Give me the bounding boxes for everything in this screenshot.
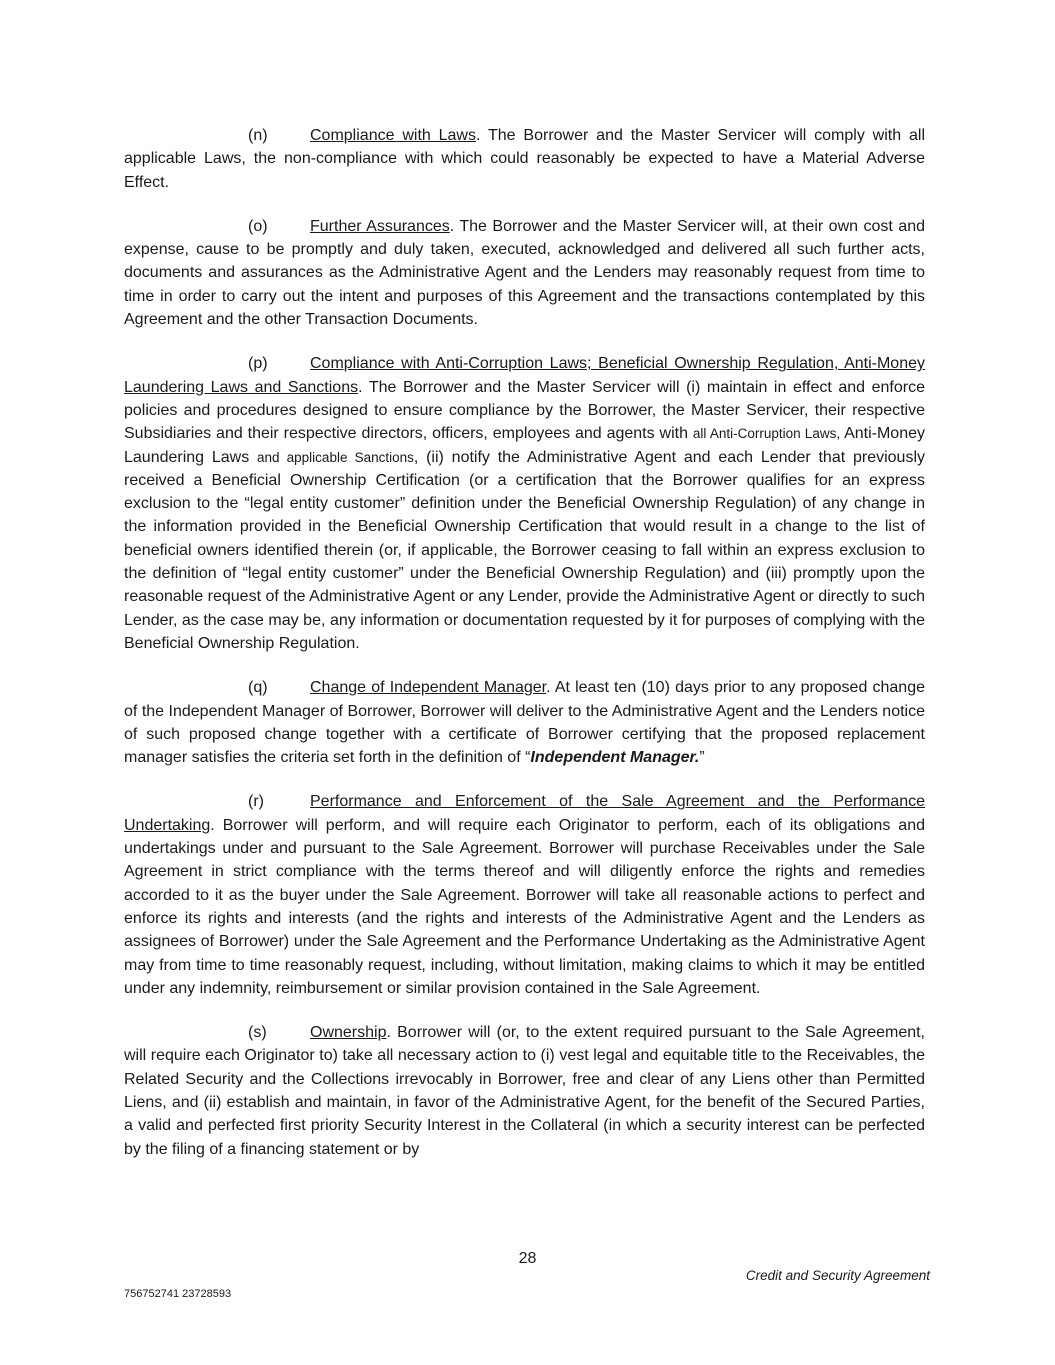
section-text: , (ii) notify the Administrative Agent and each Lender that previously received a Beneficial Ownership Certification (or a certification that the Borrower qualifies for an express exclusion to the “legal entity customer” definition under the Beneficial Ownership Regulation) of any change in the information provided in the Beneficial Ownership Certification that would result in a change to the list of beneficial owners identified therein (or, if applicable, the Borrower ceasing to fall within an express exclusion to the definition of “legal entity customer” under the Beneficial Ownership Regulation) and (iii) promptly upon the reasonable request of the Administrative Agent or any Lender, provide the Administrative Agent or directly to such Lender, as the case may be, any information or documentation requested by it for purposes of complying with the Beneficial Ownership Regulation. xyxy=(124,448,926,652)
section-n xyxy=(124,124,925,194)
section-o xyxy=(124,215,925,331)
section-number: (s) xyxy=(248,1024,267,1042)
footer-document-title: Credit and Security Agreement xyxy=(745,1268,930,1283)
section-text: . Borrower will perform, and will require each Originator to perform, each of its obligations and undertakings under and pursuant to the Sale Agreement. Borrower will purchase Receivables under the Sale Agreement in strict compliance with the terms thereof and will diligently enforce the rights and remedies accorded to it as the buyer under the Sale Agreement. Borrower will take all reasonable actions to perfect and enforce its rights and interests (and the rights and interests of the Administrative Agent and the Lenders as assignees of Borrower) under the Sale Agreement and the Performance Undertaking as the Administrative Agent may from time to time reasonably request, including, without limitation, making claims to which it may be entitled under any indemnity, reimbursement or similar provision contained in the Sale Agreement. xyxy=(124,816,925,997)
section-q xyxy=(124,676,925,769)
section-heading: Compliance with Anti-Corruption Laws; Beneficial Ownership Regulation, Anti-Money Laundering Laws and Sanctions xyxy=(124,355,925,396)
section-text: Anti-Money Laundering Laws xyxy=(124,425,926,466)
section-text: . The Borrower and the Master Servicer will, at their own cost and expense, cause to be promptly and duly taken, executed, acknowledged and delivered all such further acts, documents and assurances as the Administrative Agent and the Lenders may reasonably request from time to time in order to carry out the intent and purposes of this Agreement and the transactions contemplated by this Agreement and the other Transaction Documents. xyxy=(124,217,925,329)
section-text: . The Borrower and the Master Servicer will comply with all applicable Laws, the non-compliance with which could reasonably be expected to have a Material Adverse Effect. xyxy=(124,127,925,191)
section-heading: Performance and Enforcement of the Sale Agreement and the Performance Undertaking xyxy=(124,793,925,834)
section-heading: Further Assurances xyxy=(310,217,450,235)
section-p xyxy=(124,352,925,655)
section-text: . The Borrower and the Master Servicer will (i) maintain in effect and enforce policies and procedures designed to ensure compliance by the Borrower, the Master Servicer, their respective Subsidiaries and their respective directors, officers, employees and agents with xyxy=(124,378,926,443)
section-number: (n) xyxy=(248,127,268,144)
section-text: . At least ten (10) days prior to any proposed change of the Independent Manager of Borrower, Borrower will deliver to the Administrative Agent and the Lenders notice of such proposed change together with a certificate of Borrower certifying that the proposed replacement manager satisfies the criteria set forth in the definition of “ xyxy=(124,679,926,767)
footer-document-id: 756752741 23728593 xyxy=(124,1288,232,1300)
section-number: (o) xyxy=(248,217,268,235)
section-heading: Ownership xyxy=(310,1024,387,1042)
section-text: . Borrower will (or, to the extent required pursuant to the Sale Agreement, will require each Originator to) take all necessary action to (i) vest legal and equitable title to the Receivables, the Related Security and the Collections irrevocably in Borrower, free and clear of any Liens other than Permitted Liens, and (ii) establish and maintain, in favor of the Administrative Agent, for the benefit of the Secured Parties, a valid and perfected first priority Security Interest in the Collateral (in which a security interest can be perfected by the filing of a financing statement or by xyxy=(124,1024,925,1158)
page-number: 28 xyxy=(518,1250,537,1267)
section-number: (r) xyxy=(248,793,264,811)
section-text-small: and applicable Sanctions xyxy=(257,449,414,465)
section-number: (p) xyxy=(248,355,268,373)
defined-term: Independent Manager. xyxy=(530,749,700,767)
section-text: ” xyxy=(699,749,705,767)
section-heading: Compliance with Laws xyxy=(310,127,476,144)
section-text-small: all Anti-Corruption Laws, xyxy=(692,426,841,442)
document-body xyxy=(124,124,925,1182)
section-r xyxy=(124,790,925,1000)
section-heading: Change of Independent Manager xyxy=(310,679,547,697)
section-number: (q) xyxy=(248,679,268,697)
section-s xyxy=(124,1021,925,1161)
